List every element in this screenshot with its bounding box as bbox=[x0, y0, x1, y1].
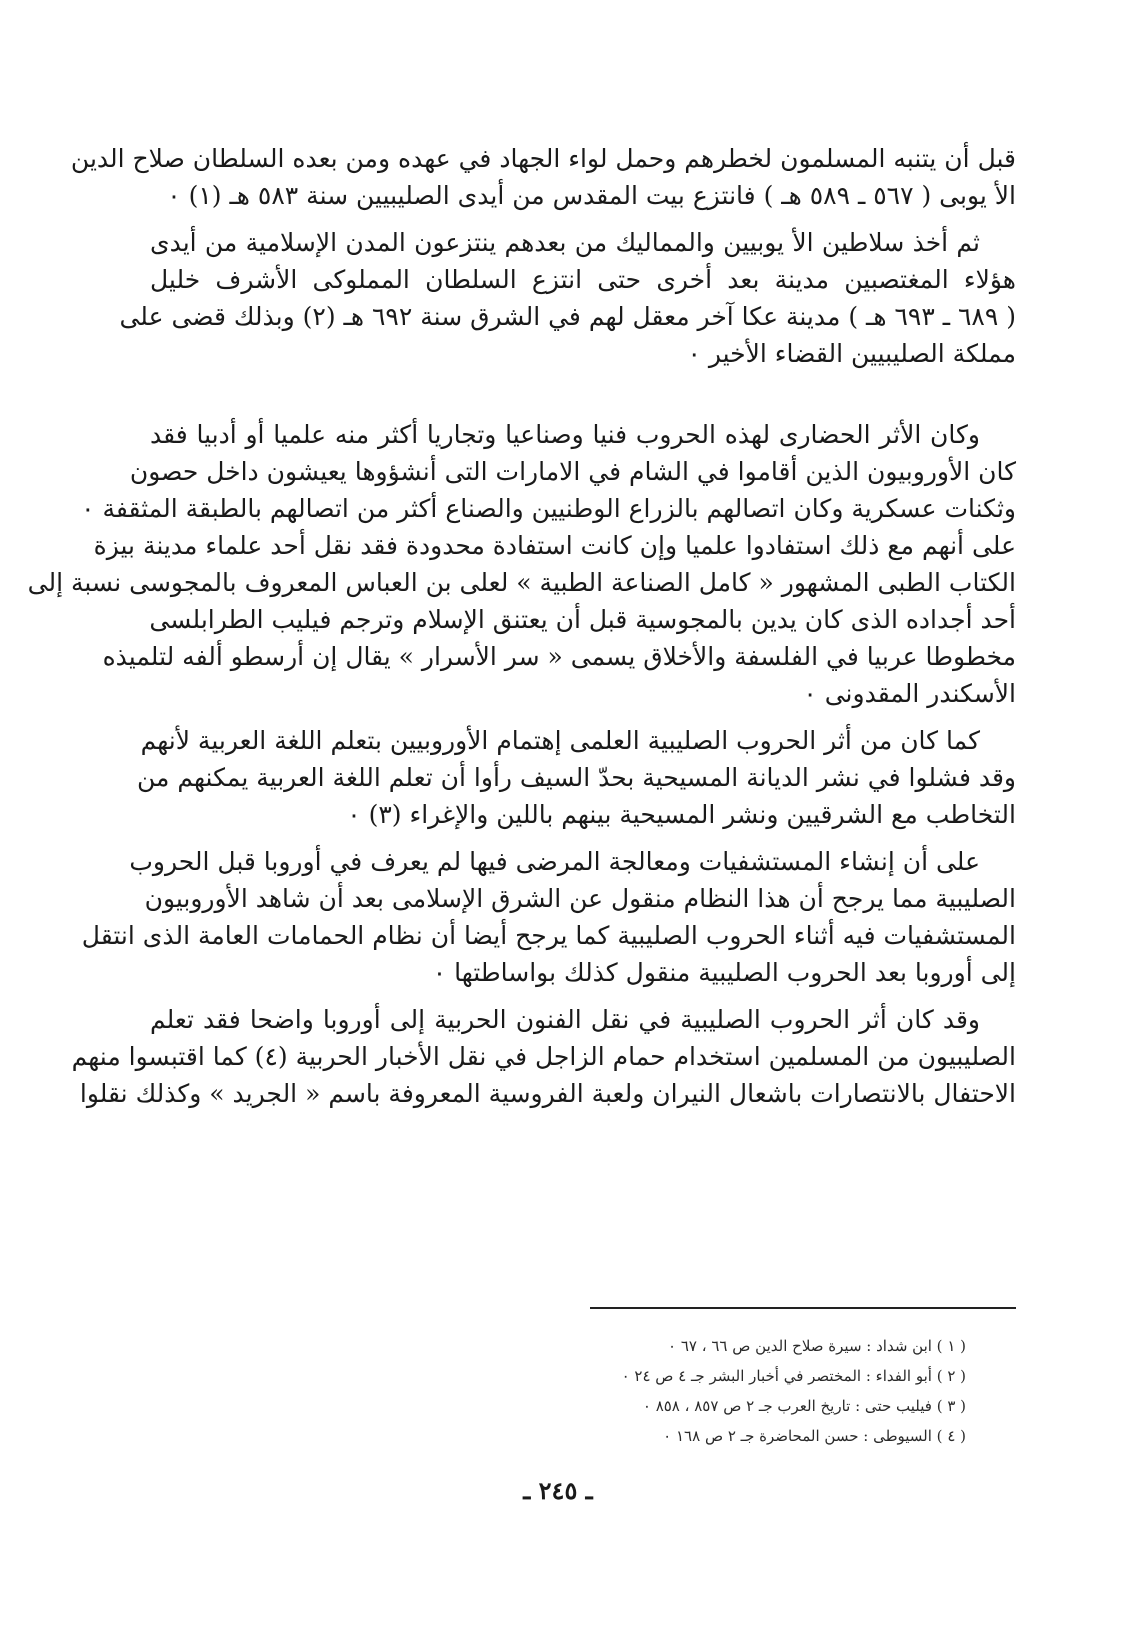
footnote-item: ( ٤ ) السيوطى : حسن المحاضرة جـ ٢ ص ١٦٨ ٠ bbox=[663, 1427, 966, 1445]
paragraph bbox=[81, 843, 1016, 991]
footnote-item: ( ١ ) ابن شداد : سيرة صلاح الدين ص ٦٦ ، ٦٧ ٠ bbox=[668, 1337, 966, 1355]
text-line: الأ يوبى ( ٥٦٧ ـ ٥٨٩ هـ ) فانتزع بيت المقدس من أيدى الصليبيين سنة ٥٨٣ هـ (١) ٠ bbox=[167, 181, 1016, 210]
footnote-item: ( ٢ ) أبو الفداء : المختصر في أخبار البشر جـ ٤ ص ٢٤ ٠ bbox=[621, 1367, 966, 1385]
footnotes bbox=[560, 1331, 966, 1451]
text-line: كان الأوروبيون الذين أقاموا في الشام في الامارات التى أنشؤوها يعيشون داخل حصون bbox=[129, 457, 1016, 486]
text-line: وثكنات عسكرية وكان اتصالهم بالزراع الوطنيين والصناع أكثر من اتصالهم بالطبقة المثقفة ٠ bbox=[81, 494, 1016, 523]
text-line: الصليبية مما يرجح أن هذا النظام منقول عن الشرق الإسلامى بعد أن شاهد الأوروبيون bbox=[144, 884, 1016, 913]
paragraph bbox=[27, 416, 1016, 712]
text-line: الكتاب الطبى المشهور « كامل الصناعة الطبية » لعلى بن العباس المعروف بالمجوسى نسبة إلى bbox=[27, 568, 1016, 597]
paragraph-spacer bbox=[150, 214, 1016, 224]
text-line: ثم أخذ سلاطين الأ يوبيين والمماليك من بعدهم ينتزعون المدن الإسلامية من أيدى bbox=[150, 228, 980, 257]
paragraph-spacer bbox=[150, 991, 1016, 1001]
text-line: وقد كان أثر الحروب الصليبية في نقل الفنون الحربية إلى أوروبا واضحا فقد تعلم bbox=[150, 1005, 980, 1034]
paragraph bbox=[70, 140, 1016, 214]
text-line: مخطوطا عربيا في الفلسفة والأخلاق يسمى « سر الأسرار » يقال إن أرسطو ألفه لتلميذه bbox=[102, 642, 1016, 671]
text-line: الأسكندر المقدونى ٠ bbox=[803, 679, 1016, 708]
paragraph bbox=[137, 722, 1016, 833]
paragraph-spacer bbox=[150, 833, 1016, 843]
text-line: الاحتفال بالانتصارات باشعال النيران ولعبة الفروسية المعروفة باسم « الجريد » وكذلك نقلوا bbox=[79, 1079, 1016, 1108]
text-line: وقد فشلوا في نشر الديانة المسيحية بحدّ السيف رأوا أن تعلم اللغة العربية يمكنهم من bbox=[137, 763, 1016, 792]
text-line: إلى أوروبا بعد الحروب الصليبية منقول كذلك بواساطتها ٠ bbox=[432, 958, 1016, 987]
text-line: مملكة الصليبيين القضاء الأخير ٠ bbox=[687, 339, 1016, 368]
text-line: على أن إنشاء المستشفيات ومعالجة المرضى فيها لم يعرف في أوروبا قبل الحروب bbox=[129, 847, 980, 876]
text-line: ( ٦٨٩ ـ ٦٩٣ هـ ) مدينة عكا آخر معقل لهم في الشرق سنة ٦٩٢ هـ (٢) وبذلك قضى على bbox=[119, 302, 1016, 331]
page-number: ـ ٢٤٥ ـ bbox=[523, 1476, 593, 1505]
text-line: أحد أجداده الذى كان يدين بالمجوسية قبل أن يعتنق الإسلام وترجم فيليب الطرابلسى bbox=[149, 605, 1016, 634]
text-line: قبل أن يتنبه المسلمون لخطرهم وحمل لواء الجهاد في عهده ومن بعده السلطان صلاح الدين bbox=[70, 144, 1016, 173]
paragraph bbox=[119, 224, 1016, 372]
text-line: التخاطب مع الشرقيين ونشر المسيحية بينهم باللين والإغراء (٣) ٠ bbox=[347, 800, 1016, 829]
body-text bbox=[27, 140, 1016, 1112]
text-line: على أنهم مع ذلك استفادوا علميا وإن كانت استفادة محدودة فقد نقل أحد علماء مدينة بيزة bbox=[93, 531, 1016, 560]
footnote-divider bbox=[590, 1307, 1016, 1309]
text-line: وكان الأثر الحضارى لهذه الحروب فنيا وصناعيا وتجاريا أكثر منه علميا أو أدبيا فقد bbox=[150, 420, 980, 449]
text-line: هؤلاء المغتصبين مدينة بعد أخرى حتى انتزع السلطان المملوكى الأشرف خليل bbox=[150, 265, 1016, 294]
text-line: المستشفيات فيه أثناء الحروب الصليبية كما يرجح أيضا أن نظام الحمامات العامة الذى انتقل bbox=[81, 921, 1016, 950]
section-spacer bbox=[150, 372, 1016, 416]
paragraph bbox=[71, 1001, 1016, 1112]
paragraph-spacer bbox=[150, 712, 1016, 722]
text-line: الصليبيون من المسلمين استخدام حمام الزاجل في نقل الأخبار الحربية (٤) كما اقتبسوا منهم bbox=[71, 1042, 1016, 1071]
text-line: كما كان من أثر الحروب الصليبية العلمى إهتمام الأوروبيين بتعلم اللغة العربية لأنهم bbox=[140, 726, 980, 755]
footnote-item: ( ٣ ) فيليب حتى : تاريخ العرب جـ ٢ ص ٨٥٧ ، ٨٥٨ ٠ bbox=[642, 1397, 966, 1415]
